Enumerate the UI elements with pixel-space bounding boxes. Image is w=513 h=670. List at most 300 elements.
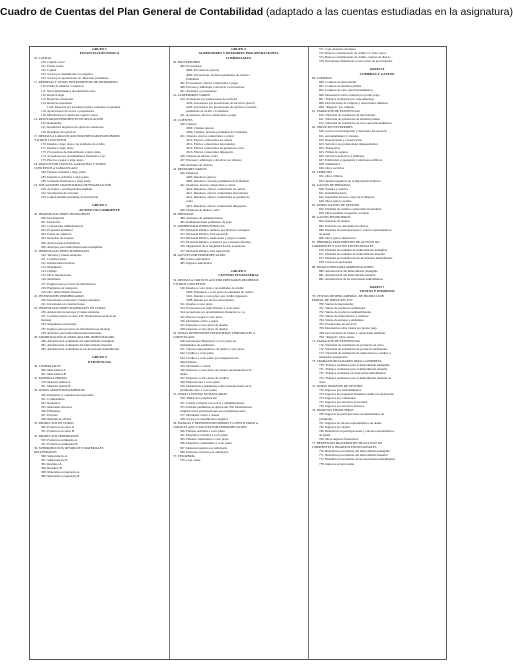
account-line: curso [319,379,326,384]
account-line: 611. Variación de existencias de materias primas [319,117,380,122]
account-subgroup: 18. PASIVOS POR FIANZAS, GARANTÍAS Y OTROS [34,162,107,167]
account-line: 322. Repuestos [41,400,61,405]
account-line: 682. Amortización de las inversiones inmobiliarias [319,276,383,281]
account-subgroup: 22. INVERSIONES INMOBILIARIAS [34,293,84,298]
account-line: 521. Deudas a corto plazo [180,302,213,307]
account-subgroup: 47. ADMINISTRACIONES PÚBLICAS [173,223,225,228]
account-line: 628. Suministros [319,162,341,167]
group-heading: GRUPO 2 [92,203,107,208]
account-line: 761. Ingresos de valores representativos de deuda [319,420,382,425]
account-line: 218. Elementos de transporte [41,285,78,290]
account-line: 103. Socios por desembolsos no exigidos [41,72,93,77]
account-line: 446. Deudores de dudoso cobro [180,207,220,212]
account-line: 5208. Deudas por efectos descontados [186,298,235,303]
account-line: 4400. Deudores (euros) [186,174,216,179]
group-heading: COMERCIALES [225,55,252,60]
account-line: 212. Instalaciones técnicas [41,261,75,266]
account-line: 568. Intereses cobrados por anticipado [180,449,229,454]
group-heading: CUENTAS FINANCIERAS [218,273,259,278]
account-line: 706. Descuentos sobre ventas por pronto pago [319,326,378,331]
account-line: 766. Beneficios en participaciones y valores representativos [319,428,395,433]
account-line: 520. Deudas a corto plazo con entidades de crédito [180,285,244,290]
account-line: 708. Devoluciones de ventas y operaciones similares [319,330,386,335]
account-subgroup: CORRIENTES E INGRESOS EXCEPCIONALES [312,445,377,450]
account-line: 732. Trabajos realizados en inversiones inmobiliarias [319,371,386,376]
account-line: 180. Fianzas recibidas a largo plazo [41,170,86,175]
account-subgroup: 23. INMOVILIZACIONES MATERIALES EN CURSO [34,306,106,311]
account-line: 321. Combustibles [41,396,65,401]
account-line: 560. Fianzas recibidas a corto plazo [180,429,225,434]
account-line: 610. Variación de existencias de mercaderías [319,113,376,118]
account-line: 430. Clientes [180,121,197,126]
account-line: 406. Envases y embalajes a devolver a proveedores [180,84,245,89]
account-line: 612. Variación de existencias de otros aprovisionamientos [319,121,392,126]
account-line: 101. Fondo social [41,64,64,68]
account-line: 600. Compras de mercaderías [319,80,357,85]
account-line: 770. Beneficios procedentes del inmovilizado intangible [319,449,390,454]
account-line: 678. Gastos excepcionales [319,260,353,265]
account-subgroup: 61. VARIACIÓN DE EXISTENCIAS [312,108,360,113]
group-heading: GRUPO 3 [92,355,107,360]
account-line: 120. Remanente [41,121,62,126]
account-line: 571. Caja, moneda extranjera [319,47,356,51]
account-line: 602. Compras de otros aprovisionamientos [319,88,373,93]
account-line: 477. Hacienda Pública, IVA repercutido [180,248,231,253]
account-subgroup: 65. OTROS GASTOS DE GESTIÓN [312,203,360,208]
account-line: 550. Titular de la explotación [180,396,217,401]
account-line: 401. Proveedores, efectos comerciales a pagar [180,80,238,85]
account-subgroup: 33. PRODUCTOS EN CURSO [34,421,74,426]
account-line: 410. Acreedores por prestaciones de servicios [180,97,238,102]
account-subgroup: 60. COMPRAS [312,76,332,81]
account-line: 545. Dividendo a cobrar [180,363,211,368]
account-line: 112. Reserva legal [41,92,65,97]
account-line: 730. Trabajos realizados para el inmovilizado intangible [319,363,390,368]
account-subgroup: 12. RESULTADOS PENDIENTES DE APLICACIÓN [34,117,103,122]
account-line: 680. Amortización del inmovilizado intangible [319,268,378,273]
account-line: 4310. Efectos comerciales en cartera [186,138,233,142]
account-line: 331. Productos en curso B [41,429,75,434]
account-line: 4315. Efectos comerciales impagados [186,150,234,155]
account-line: 558. Socios por desembolsos exigidos [180,416,228,421]
account-subgroup: 30. COMERCIALES [34,363,61,368]
account-line: 174. Acreedores por arrendamiento financiero a l.p. [41,154,106,159]
account-line: 365. Residuos A [41,462,62,467]
account-subgroup: CORTO PLAZO [173,335,195,340]
account-line: 194. Capital emitido pendiente de inscripción [41,195,99,199]
account-line: 301. Mercaderías B [41,372,66,377]
account-line: 547. Intereses a corto plazo de créditos [180,375,229,380]
account-line: 217. Equipos para procesos de información [41,281,96,286]
account-line: 202. Concesiones administrativas [41,224,84,229]
account-line: 206. Aplicaciones informáticas [41,240,80,245]
account-line: 210. Terrenos y bienes naturales [41,252,82,257]
account-subgroup: 36. SUBPRODUCTOS, RESIDUOS Y MATERIALES [34,445,104,450]
account-line: 4412. Deudores, efectos comerciales en gestión de [186,195,250,200]
account-line: 102. Capital [41,68,57,73]
account-line: 4410. Deudores, efectos comerciales en cartera [186,187,246,192]
account-line: 702. Ventas de productos semiterminados [319,310,372,315]
account-subgroup: CORRIENTES Y GASTOS EXCEPCIONALES [312,244,374,249]
account-line: 171. Deudas a largo plazo [41,145,74,150]
account-line: 369. Materiales recuperados B [41,474,80,479]
column-middle [169,47,309,659]
account-line: de deuda [319,231,331,236]
account-line: 214. Utillaje [41,269,57,274]
account-line: de deuda [319,432,331,437]
account-line: 607. Trabajos realizados por otras empresas [319,96,374,101]
account-subgroup: CONCEPTOS A LARGO PLAZO [34,166,78,171]
account-line: 704. Ventas de envases y embalajes [319,318,364,323]
account-subgroup: 21. INMOVILIZACIONES MATERIALES [34,248,90,253]
account-subgroup: Y OTROS CONCEPTOS [173,281,206,286]
account-line: 753. Ingresos de propiedad industrial cedida en explotación [319,391,394,396]
account-line: 712. Variación de existencias de productos terminados [319,346,388,351]
group-heading: GRUPO 5 [231,268,246,273]
account-line: 4009. Proveedores, facturas pendientes de recibir o [186,72,251,77]
account-line: 525. Efectos a pagar a corto plazo [180,314,223,319]
account-line: formalizar [186,76,200,81]
account-line: 4300. Clientes (euros) [186,125,214,130]
account-line: 665. Intereses por descuento de efectos [319,223,369,228]
account-subgroup: 54. OTRAS INVERSIONES FINANCIERAS TEMPORALES A [173,330,256,335]
account-subgroup: 10. CAPITAL [34,55,52,60]
column-right [308,47,446,659]
group-heading: GRUPO 4 [231,47,246,51]
account-line: 121. Resultados negativos de ejercicios anteriores [41,125,104,130]
account-line: 209. Anticipos para inmovilizaciones intangibles [41,244,103,249]
account-line: 480. Gastos anticipados [180,256,210,261]
account-line: 771. Beneficios procedentes del inmovilizado material [319,453,388,458]
account-line: montaje [41,318,52,323]
account-line: 485. Ingresos anticipados [180,260,213,265]
account-line: 470. Hacienda Pública, deudora por diversos conceptos [180,228,250,233]
account-line: 642. Seguridad Social a cargo de la empresa [319,194,375,199]
account-line: 1144. Reservas por acciones propias aceptadas en garantía [47,104,121,109]
account-line: 681. Amortización del inmovilizado material [319,272,376,277]
account-line: 542. Créditos a corto plazo [180,351,214,356]
account-line: 626. Servicios bancarios y similares [319,153,365,158]
account-line: 709. "Rappels" sobre ventas [319,334,355,339]
account-line: 566. Depósitos constituidos a corto plazo [180,441,232,446]
account-line: 475. Hacienda Pública, acreedora por conceptos fiscales [180,240,251,245]
account-line: cobro [186,199,194,204]
account-line: 129. Resultado del ejercicio [41,129,77,134]
account-line: 620. Gastos en investigación y desarrollo del ejercicio [319,129,388,134]
account-line: 650. Pérdidas de créditos comerciales incobrables [319,207,382,212]
group-heading: GRUPO 7 [369,284,385,289]
account-line: 436. Clientes de dudoso cobro [180,154,219,159]
account-line: 760. Ingresos de participaciones en instrumentos de [319,412,384,417]
account-line: 411. Acreedores, efectos comerciales a pagar [180,113,237,118]
account-line: 400. Proveedores [180,64,202,69]
account-line: 662. Intereses de deudas [319,219,350,224]
account-line: 4311. Efectos comerciales descontados [186,142,236,147]
account-line: 204. Fondo de comercio [41,232,72,237]
account-line: 555. Partidas pendientes de aplicación 556. Desembolsos [180,404,252,409]
account-subgroup: 19. SITUACIONES TRANSITORIAS DE FINANCIACIÓN [34,182,112,187]
account-line: 528. Intereses a corto plazo de deudas [180,326,228,331]
account-line: 361. Subproductos B [41,458,68,463]
account-line: 4000. Proveedores (euros) [186,68,220,73]
account-subgroup: 28. AMORTIZACIÓN ACUMULADA DEL INMOVILIZADO [34,334,115,339]
account-line: 4109. Acreedores por prestaciones de servicios, facturas [186,105,257,110]
account-line: 700. Ventas de mercaderías [319,301,354,306]
account-line: 230. Adaptación de terrenos y bienes naturales [41,310,100,315]
account-line: 111. Otros instrumentos de patrimonio neto [41,88,96,93]
account-line: 703. Ventas de subproductos y residuos [319,314,369,319]
group-heading: EXISTENCIAS [88,359,111,364]
account-line: 281. Amortización acumulada del inmovilizado material [41,342,112,347]
account-line: 327. Envases [41,413,58,418]
account-line: 609. "Rappels" por compras [319,104,355,109]
account-line: 561. Depósitos recibidos a corto plazo [180,433,229,438]
account-subgroup: 40. PROVEEDORES [173,60,201,65]
account-line: pendientes de recibir o formalizar [186,109,229,114]
account-subgroup: 46. PERSONAL [173,211,194,216]
account-line: 733. Trabajos realizados para el inmovilizado material en [319,375,392,380]
account-subgroup: 48. AJUSTES POR PERIODIFICACIÓN [173,252,226,257]
account-line: 438. Anticipos de clientes [180,162,213,167]
account-line: 754. Ingresos por comisiones [319,396,356,401]
account-line: 192. Suscriptores de acciones [41,190,79,195]
document-title [0,6,513,19]
account-subgroup: 52. DEUDAS A CORTO PLAZO POR PRÉSTAMOS RECIBIDOS [173,277,259,282]
account-line: 119. Diferencias por ajuste del capital a euros [41,113,99,118]
account-line: 368. Materiales recuperados A [41,470,80,475]
account-line: 523. Proveedores de inmovilizado a corto plazo [180,306,240,311]
group-heading: COMPRAS Y GASTOS [359,71,395,76]
account-line: 4411. Deudores, efectos comerciales descontados [186,191,249,196]
account-line: 762. Ingresos de créditos [319,424,351,429]
account-line: 351. Productos terminados B [41,441,78,446]
account-line: 190. Acciones o participaciones emitidas [41,186,93,191]
group-heading: GRUPO 1 [92,47,107,51]
account-line: 100. Capital social [41,59,65,64]
account-subgroup: 71. VARIACIÓN DE EXISTENCIAS [312,338,360,343]
account-subgroup: 35. PRODUCTOS TERMINADOS [34,433,79,438]
account-subgroup: 17. DEUDAS A LARGO PLAZO POR PRÉSTAMOS RECIBIDOS [34,133,120,138]
account-line: 713. Variación de existencias de subproductos, residuos y [319,351,392,355]
account-line: 311. Materias primas B [41,384,71,389]
account-line: 465. Remuneraciones pendientes de pago [180,219,233,224]
group-heading: ACREEDORES Y DEUDORES POR OPERACIONES [198,51,279,56]
account-line: 437. Envases y embalajes a devolver por clientes [180,158,242,163]
account-line: 114. Reservas especiales [41,100,73,105]
account-line: 4309. Clientes, facturas pendientes de formalizar [186,129,248,134]
account-line: 524. Acreedores por arrendamiento financiero a c.p. [180,310,246,315]
account-subgroup: 62. SERVICIOS EXTERIORES [312,125,353,130]
account-line: 350. Productos terminados A [41,437,78,442]
account-line: 113. Reservas voluntarias [41,96,74,101]
account-subgroup: 56. FIANZAS Y DEPÓSITOS RECIBIDOS Y CONSTITUIDOS A [173,421,259,425]
account-line: 4100. Acreedores por prestaciones de servicios (euros) [186,101,255,106]
account-line: inmovilizado [180,359,197,364]
account-line: patrimonio [319,416,333,421]
account-line: 670. Pérdidas procedentes del inmovilizado intangible [319,248,388,253]
account-line: 215. Otras instalaciones [41,273,72,278]
account-line: 4409. Deudores, facturas pendientes de formalizar [186,178,250,183]
account-line: 110. Prima de emisión o asunción [41,84,84,89]
account-line: 572. Bancos e instituciones de crédito c/c vista, euros [319,51,387,56]
account-line: 220. Inversiones en terrenos y bienes naturales [41,297,100,302]
account-line: 328. Material de oficina [41,417,72,422]
account-line: 755. Ingresos por servicios al personal [319,400,368,405]
account-subgroup: 57. TESORERÍA [173,453,195,458]
account-subgroup: 63. TRIBUTOS [312,170,332,175]
account-line: 549. Desembolsos pendientes sobre participaciones en el [180,384,252,389]
account-line: 567. Intereses pagados por anticipado [180,445,228,450]
account-line: 543. Créditos a corto plazo por enajenación de [180,355,239,360]
account-line: 606. Descuentos sobre compras por pronto pago [319,92,380,97]
account-line: exigidos sobre participaciones en el patrimonio neto [180,408,246,413]
account-line: 170. Deudas a largo plazo con entidades de crédito [41,141,105,146]
account-line: 5201. Deudas a corto plazo por crédito dispuesto [186,294,248,299]
account-line: 731. Trabajos realizados para el inmovilizado material [319,367,388,372]
account-line: 527. Intereses a corto plazo de deudas [180,322,228,327]
accounts-table [29,46,447,660]
account-subgroup: 66. GASTOS FINANCIEROS [312,215,351,220]
account-subgroup: 43. CLIENTES [173,117,193,122]
account-subgroup: 67. PÉRDIDAS PROCEDENTES DE ACTIVOS NO [312,239,380,244]
account-line: 710. Variación de existencias de productos en curso [319,342,384,347]
account-line: 239. Anticipos para inmovilizaciones materiales [41,330,102,335]
account-line: 623. Servicios de profesionales independientes [319,141,378,146]
account-line: 672. Pérdidas procedentes de las inversiones inmobiliarias [319,256,393,261]
account-line: 759. Ingresos por servicios diversos [319,404,365,409]
group-heading: ACTIVO NO CORRIENTE [79,207,120,212]
account-line: 330. Productos en curso A [41,425,75,430]
account-line: 221. Inversiones en construcciones [41,301,85,306]
account-line: 211. Construcciones [41,256,67,261]
account-line: 473. Hacienda Pública, retenciones y pagos a cuenta [180,236,246,241]
account-line: 565. Fianzas constituidas a corto plazo [180,437,229,442]
account-line: 320. Elementos y conjuntos incorporables [41,392,94,397]
account-line: 440. Deudores [180,170,199,175]
account-line: 203. Propiedad industrial [41,228,73,233]
account-line: 280. Amortización acumulada del inmovilizado intangible [41,338,115,343]
account-line: 701. Ventas de productos terminados [319,305,366,310]
account-line: 659. Otras pérdidas en gestión corriente [319,211,370,216]
account-subgroup: 20. INMOVILIZACIONES INTANGIBLES [34,211,91,216]
account-line: 213. Maquinaria [41,265,62,270]
account-line: 625. Primas de seguros [319,149,349,154]
account-line: 310. Materias primas A [41,380,71,385]
account-line: 557. Dividendo activo a cuenta [180,412,220,417]
account-line: 472. Hacienda Pública, IVA soportado [180,232,229,237]
account-line: 460. Anticipos de remuneraciones [180,215,223,220]
account-line: 778. Ingresos excepcionales [319,461,355,466]
account-line: 622. Reparaciones y conservación [319,137,362,142]
account-line: 282. Amortización acumulada de las inversiones inmobiliarias [41,347,120,351]
account-line: 624. Transportes [319,145,340,150]
account-subgroup: 55. OTRAS CUENTAS NO BANCARIAS [173,392,228,397]
account-line: 219. Otro inmovilizado material [41,289,82,294]
account-subgroup: 73. TRABAJOS REALIZADOS PARA LA EMPRESA [312,359,382,364]
account-line: 629. Otros servicios [319,166,345,171]
account-line: 205. Derechos de traspaso [41,236,74,241]
account-line: 540. Inversiones financieras a corto plazo en [180,339,237,344]
account-line: 4415. Deudores, efectos comerciales impagados [186,203,247,208]
account-line: 441. Deudores, efectos comerciales a cobrar [180,183,236,188]
account-line: instrumentos de patrimonio [180,343,215,348]
account-line: 601. Compras de materias primas [319,84,362,89]
account-line: 189. Garantías financieras a largo plazo [41,178,91,183]
account-line: 669. Otros gastos financieros [319,235,356,240]
account-line: 546. Intereses a corto plazo de valores representativos de [180,367,252,372]
account-line: 326. Embalajes [41,408,61,413]
account-line: 360. Subproductos A [41,453,68,458]
account-subgroup: Y OTROS CONCEPTOS [34,137,67,142]
account-subgroup: CORTO PLAZO, Y AJUSTES POR PERIODIFICACIÓN [173,425,247,430]
account-line: 5200. Préstamos a corto plazo de entidades de crédito [186,290,254,294]
account-subgroup: 32. OTROS APROVISIONAMIENTOS [34,388,85,393]
account-subgroup: 76. INGRESOS FINANCIEROS [312,408,354,413]
account-line: 185. Depósitos recibidos a largo plazo [41,174,90,179]
account-line: materiales recuperados [319,355,348,360]
account-line: 541. Valores representativos de deuda a corto plazo [180,347,245,352]
account-line: 576. Inversiones financieras a corto plazo de gran liquidez [319,59,393,64]
account-line: patrimonio neto a corto plazo [180,388,217,393]
account-line: 216. Mobiliario [41,277,61,282]
account-line: 300. Mercaderías A [41,368,66,372]
column-left [30,47,170,659]
account-line: 231. Construcciones en curso 232. Instalaciones técnicas en [41,314,117,319]
account-line: 548. Imposiciones a corto plazo [180,380,221,385]
group-heading: VENTAS E INGRESOS [359,289,395,294]
account-line: 570. Caja, euros [180,457,201,462]
account-line: 476. Organismos de la Seguridad Social, acreedores [180,244,246,249]
account-line: 608. Devoluciones de compras y operaciones similares [319,100,388,105]
account-line: 201. Desarrollo [41,220,61,225]
account-line: 551. Cuenta corriente con socios y administradores [180,400,245,405]
account-line: 407. Anticipos a proveedores [180,88,217,93]
account-line: 634. Ajustes negativos en la imposición indirecta [319,178,381,183]
account-subgroup: 11. RESERVAS Y OTROS INSTRUMENTOS DE PATRIMONIO [34,80,118,85]
account-line: 666. Pérdidas en participaciones y valores representativos [319,227,392,232]
account-subgroup: PROPIA, DE SERVICIOS, ETC [312,297,354,302]
account-subgroup: 75. OTROS INGRESOS DE GESTIÓN [312,383,363,388]
account-subgroup: 77. BENEFICIOS PROCEDENTES DE ACTIVOS NO [312,441,383,446]
account-line: 769. Otros ingresos financieros [319,436,359,441]
title-subtitle: (adaptado a las cuentas estudiadas en la asignatura) [263,6,513,18]
account-line: 641. Indemnizaciones [319,190,347,195]
account-line: 200. Investigación [41,216,65,220]
account-subgroup: 44. DEUDORES VARIOS [173,166,207,171]
account-line: 752. Ingresos por arrendamientos [319,387,362,392]
account-subgroup: 70. VENTAS DE MERCADERÍAS, DE PRODUCCIÓN [312,293,385,298]
group-heading: FINANCIACIÓN BÁSICA [79,51,120,56]
title-main: Cuadro de Cuentas del Plan General de Contabilidad [0,6,264,18]
account-line: 366. Residuos B [41,466,62,471]
account-line: 705. Prestaciones de servicios [319,322,357,327]
account-line: 649. Otros gastos sociales [319,199,352,203]
account-subgroup: 68. DOTACIONES PARA AMORTIZACIONES [312,264,374,269]
account-line: 4312. Efectos comerciales en gestión de cobro [186,146,245,151]
account-line: 772. Beneficios procedentes de las inversiones inmobiliarias [319,457,395,462]
account-line: 237. Equipos para procesos de información en montaje [41,326,111,331]
group-heading: GRUPO 6 [369,67,385,72]
account-line: 325. Materiales diversos [41,404,72,409]
account-line: 104. Socios por aportaciones no dinerarias pendientes [41,76,109,81]
account-line: 118. Aportaciones de socios o propietarios [41,109,95,114]
account-line: 631. Otros tributos [319,174,343,179]
account-subgroup: 41. ACREEDORES VARIOS [173,92,211,97]
account-line: 671. Pérdidas procedentes del inmovilizado material [319,252,385,257]
account-line: 175. Efectos a pagar a largo plazo [41,158,84,163]
account-subgroup: 31. MATERIAS PRIMAS [34,376,67,381]
account-line: deuda [180,371,188,376]
